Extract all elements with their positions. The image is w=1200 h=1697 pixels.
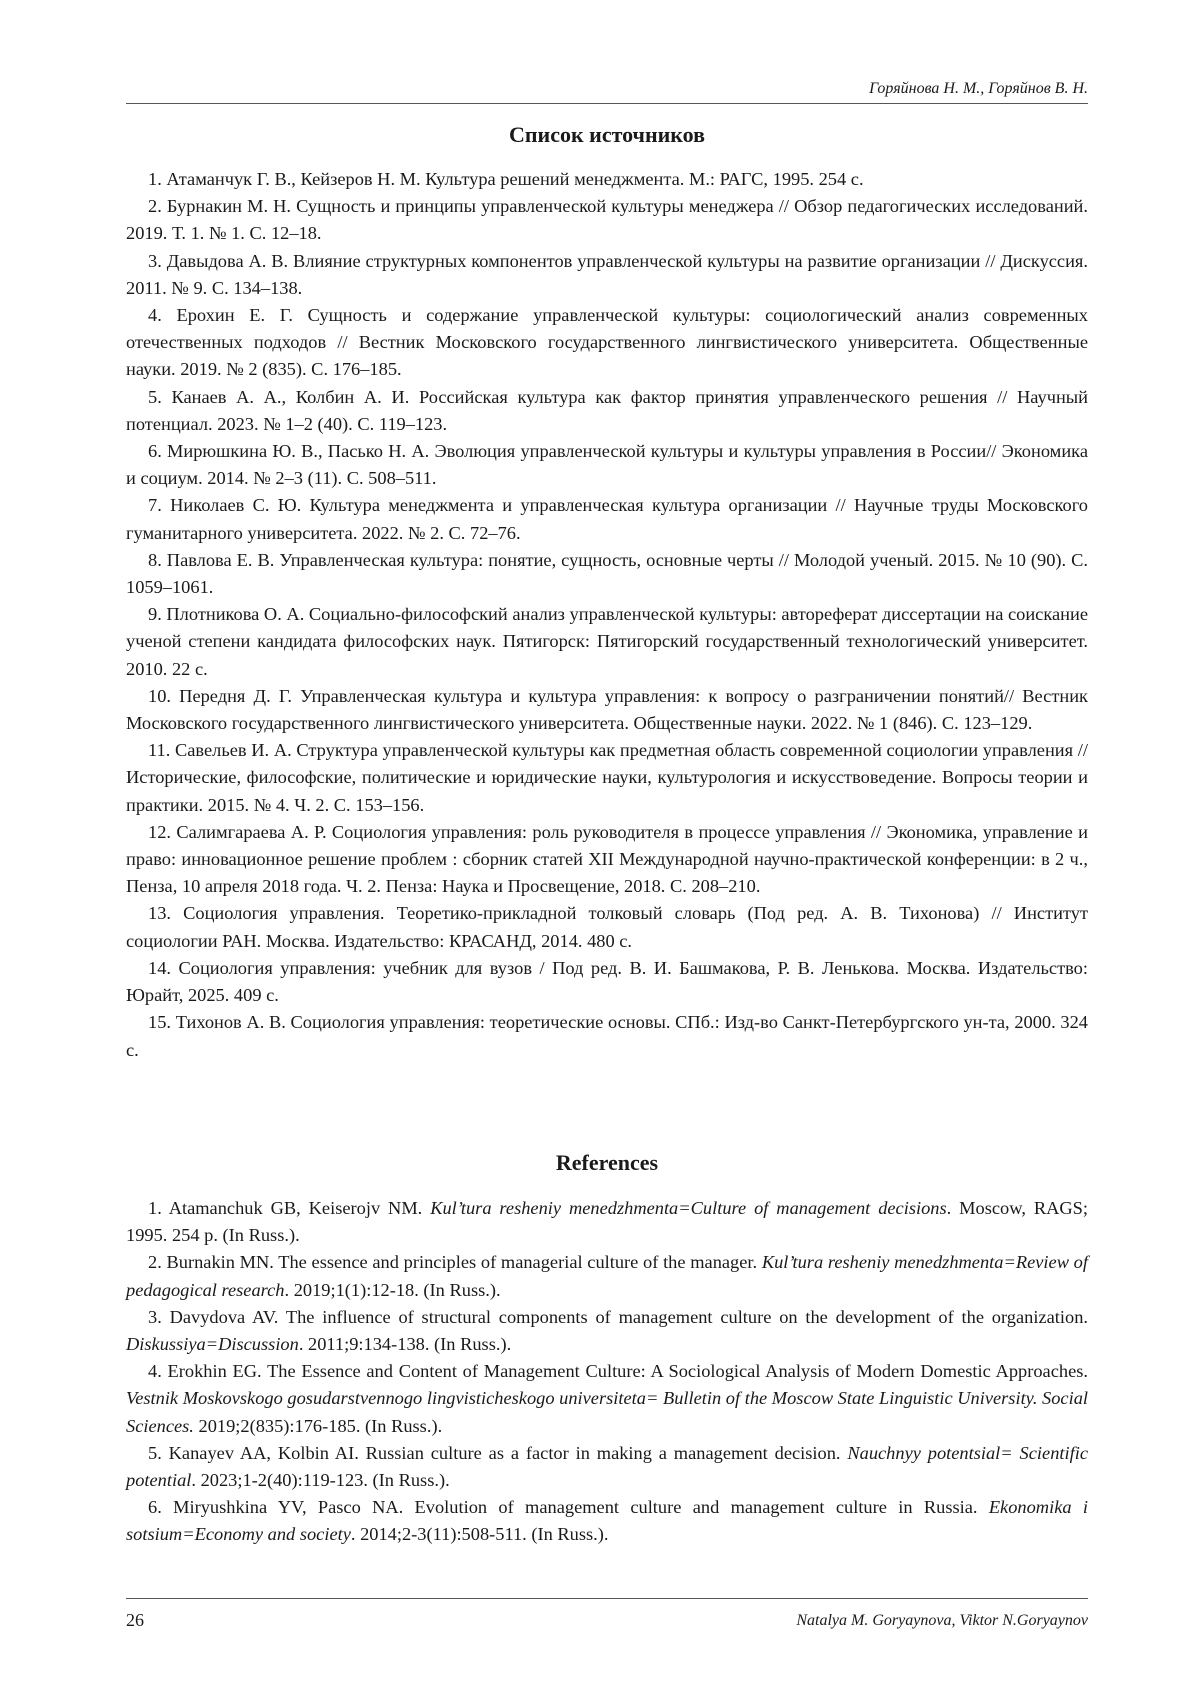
references-item-details: . 2023;1-2(40):119-123. (In Russ.). <box>191 1470 450 1491</box>
sources-item-number: 6. <box>148 441 162 462</box>
sources-item-number: 2. <box>148 196 162 217</box>
sources-item <box>126 737 1088 819</box>
sources-item-text: Давыдова А. В. Влияние структурных компонентов управленческой культуры на развитие организации // Дискуссия. 2011. № 9. С. 134–138. <box>126 250 1088 298</box>
sources-item <box>126 1009 1088 1063</box>
sources-item-text: Ерохин Е. Г. Сущность и содержание управленческой культуры: социологический анализ современных отечественных подходов // Вестник Московского государственного лингвистического университета. Общественные науки. 2019. № 2 (835). С. 176–185. <box>126 305 1088 380</box>
sources-item-text: Тихонов А. В. Социология управления: теоретические основы. СПб.: Изд-во Санкт-Петербургского ун-та, 2000. 324 с. <box>126 1012 1088 1060</box>
references-item-source: Vestnik Moskovskogo gosudarstvennogo lingvisticheskogo universiteta= Bulletin of the Moscow State Linguistic University. Social Sciences. <box>126 1388 1088 1436</box>
running-footer-authors: Natalya M. Goryaynova, Viktor N.Goryaynov <box>796 1612 1088 1629</box>
references-item-details: . 2019;1(1):12-18. (In Russ.). <box>284 1279 501 1300</box>
sources-item-number: 3. <box>148 250 162 271</box>
references-title: References <box>555 1150 659 1175</box>
references-item-authors: Atamanchuk GB, Keiserojv NM. <box>168 1198 431 1218</box>
references-item-source: Nauchnyy potentsial= Scientific potential <box>126 1442 1088 1491</box>
sources-item-text: Павлова Е. В. Управленческая культура: понятие, сущность, основные черты // Молодой ученый. 2015. № 10 (90). С. 1059–1061. <box>126 549 1088 598</box>
references-item-details: . 2011;9:134-138. (In Russ.). <box>298 1334 512 1355</box>
references-item-authors: Burnakin MN. The essence and principles of managerial culture of the manager. <box>166 1252 762 1273</box>
sources-item <box>126 900 1088 954</box>
sources-item-text: Бурнакин М. Н. Сущность и принципы управленческой культуры менеджера // Обзор педагогических исследований. 2019. Т. 1. № 1. С. 12–18. <box>126 196 1088 244</box>
sources-item <box>126 601 1088 683</box>
sources-item <box>126 248 1088 302</box>
sources-item <box>126 166 1088 193</box>
references-item-details: 2019;2(835):176-185. (In Russ.). <box>193 1415 443 1436</box>
page-number: 26 <box>126 1610 144 1630</box>
references-item <box>126 1249 1088 1303</box>
footer-divider <box>126 1598 1088 1599</box>
sources-item <box>126 302 1088 384</box>
sources-item-number: 4. <box>148 305 162 326</box>
references-item-source: Ekonomika i sotsium=Economy and society <box>126 1497 1088 1545</box>
sources-item-text: Канаев А. А., Колбин А. И. Российская культура как фактор принятия управленческого решения // Научный потенциал. 2023. № 1–2 (40). С. 119–123. <box>126 386 1088 434</box>
sources-item-text: Атаманчук Г. В., Кейзеров Н. М. Культура решений менеджмента. М.: РАГС, 1995. 254 с. <box>166 169 864 189</box>
references-item-details: . Moscow, RAGS; 1995. 254 p. (In Russ.). <box>126 1198 1088 1246</box>
sources-item <box>126 683 1088 737</box>
references-item <box>126 1440 1088 1494</box>
references-list <box>126 1195 1088 1549</box>
sources-item-number: 10. <box>148 685 171 706</box>
sources-item-text: Плотникова О. А. Социально-философский анализ управленческой культуры: автореферат диссертации на соискание ученой степени кандидата философских наук. Пятигорск: Пятигорский государственный технологический университет. 2010. 22 с. <box>126 604 1088 679</box>
references-item <box>126 1195 1088 1249</box>
sources-item-number: 13. <box>148 903 171 924</box>
sources-item <box>126 819 1088 901</box>
sources-item-text: Николаев С. Ю. Культура менеджмента и управленческая культура организации // Научные труды Московского гуманитарного университета. 2022. № 2. С. 72–76. <box>126 495 1088 543</box>
sources-item <box>126 384 1088 438</box>
sources-item <box>126 193 1088 247</box>
references-item <box>126 1494 1088 1548</box>
sources-item-number: 14. <box>148 957 171 978</box>
references-item-details: . 2014;2-3(11):508-511. (In Russ.). <box>350 1524 609 1545</box>
sources-item-number: 8. <box>148 549 162 570</box>
sources-item <box>126 492 1088 546</box>
references-item <box>126 1358 1088 1440</box>
references-item-number: 5. <box>148 1442 162 1463</box>
sources-title: Список источников <box>508 122 706 147</box>
references-item-source: Kul’tura resheniy menedzhmenta=Culture of management decisions <box>430 1198 947 1218</box>
sources-item <box>126 438 1088 492</box>
references-item-number: 3. <box>148 1306 162 1327</box>
sources-item-text: Савельев И. А. Структура управленческой культуры как предметная область современной социологии управления // Исторические, философские, политические и юридические науки, культурология и искусствоведение. Вопросы теории и практики. 2015. № 4. Ч. 2. С. 153–156. <box>126 740 1088 815</box>
references-item-authors: Davydova AV. The influence of structural components of management culture on the development of the organization. <box>169 1306 1088 1327</box>
references-item-number: 2. <box>148 1252 162 1273</box>
references-item-source: Kul’tura resheniy menedzhmenta=Review of pedagogical research <box>126 1252 1088 1300</box>
sources-item-text: Передня Д. Г. Управленческая культура и культура управления: к вопросу о разграничении понятий// Вестник Московского государственного лингвистического университета. Общественные науки. 2022. № 1 (846). С. 123–129. <box>126 685 1088 734</box>
sources-item-number: 5. <box>148 386 162 407</box>
sources-item-number: 11. <box>148 740 171 761</box>
references-item-number: 1. <box>148 1198 162 1218</box>
references-item-authors: Erokhin EG. The Essence and Content of Management Culture: A Sociological Analysis of Modern Domestic Approaches. <box>167 1361 1088 1382</box>
sources-item-text: Салимгараева А. Р. Социология управления: роль руководителя в процессе управления // Экономика, управление и право: инновационное решение проблем : сборник статей XII Международной научно-практической конференции: в 2 ч., Пенза, 10 апреля 2018 года. Ч. 2. Пенза: Наука и Просвещение, 2018. С. 208–210. <box>126 821 1088 897</box>
sources-item-number: 15. <box>148 1012 171 1033</box>
sources-item-text: Социология управления. Теоретико-прикладной толковый словарь (Под ред. А. В. Тихонова) // Институт социологии РАН. Москва. Издательство: КРАСАНД, 2014. 480 с. <box>126 903 1088 951</box>
sources-item-number: 9. <box>148 604 162 625</box>
sources-item <box>126 955 1088 1009</box>
references-item-authors: Miryushkina YV, Pasco NA. Evolution of management culture and management culture in Russia. <box>173 1497 989 1518</box>
header-divider <box>126 103 1088 104</box>
sources-item-number: 7. <box>148 495 162 516</box>
running-header-authors: Горяйнова Н. М., Горяйнов В. Н. <box>869 80 1088 97</box>
sources-item-text: Социология управления: учебник для вузов / Под ред. В. И. Башмакова, Р. В. Ленькова. Москва. Издательство: Юрайт, 2025. 409 с. <box>126 957 1088 1006</box>
sources-item-text: Мирюшкина Ю. В., Пасько Н. А. Эволюция управленческой культуры и культуры управления в России// Экономика и социум. 2014. № 2–3 (11). С. 508–511. <box>126 441 1088 489</box>
sources-item <box>126 547 1088 601</box>
sources-item-number: 1. <box>148 169 162 189</box>
sources-item-number: 12. <box>148 821 171 842</box>
references-item <box>126 1304 1088 1358</box>
references-item-authors: Kanayev AA, Kolbin AI. Russian culture as a factor in making a management decision. <box>168 1442 848 1463</box>
references-item-source: Diskussiya=Discussion <box>126 1334 299 1355</box>
references-item-number: 6. <box>148 1497 162 1518</box>
sources-list <box>126 166 1088 1064</box>
references-item-number: 4. <box>148 1361 162 1382</box>
